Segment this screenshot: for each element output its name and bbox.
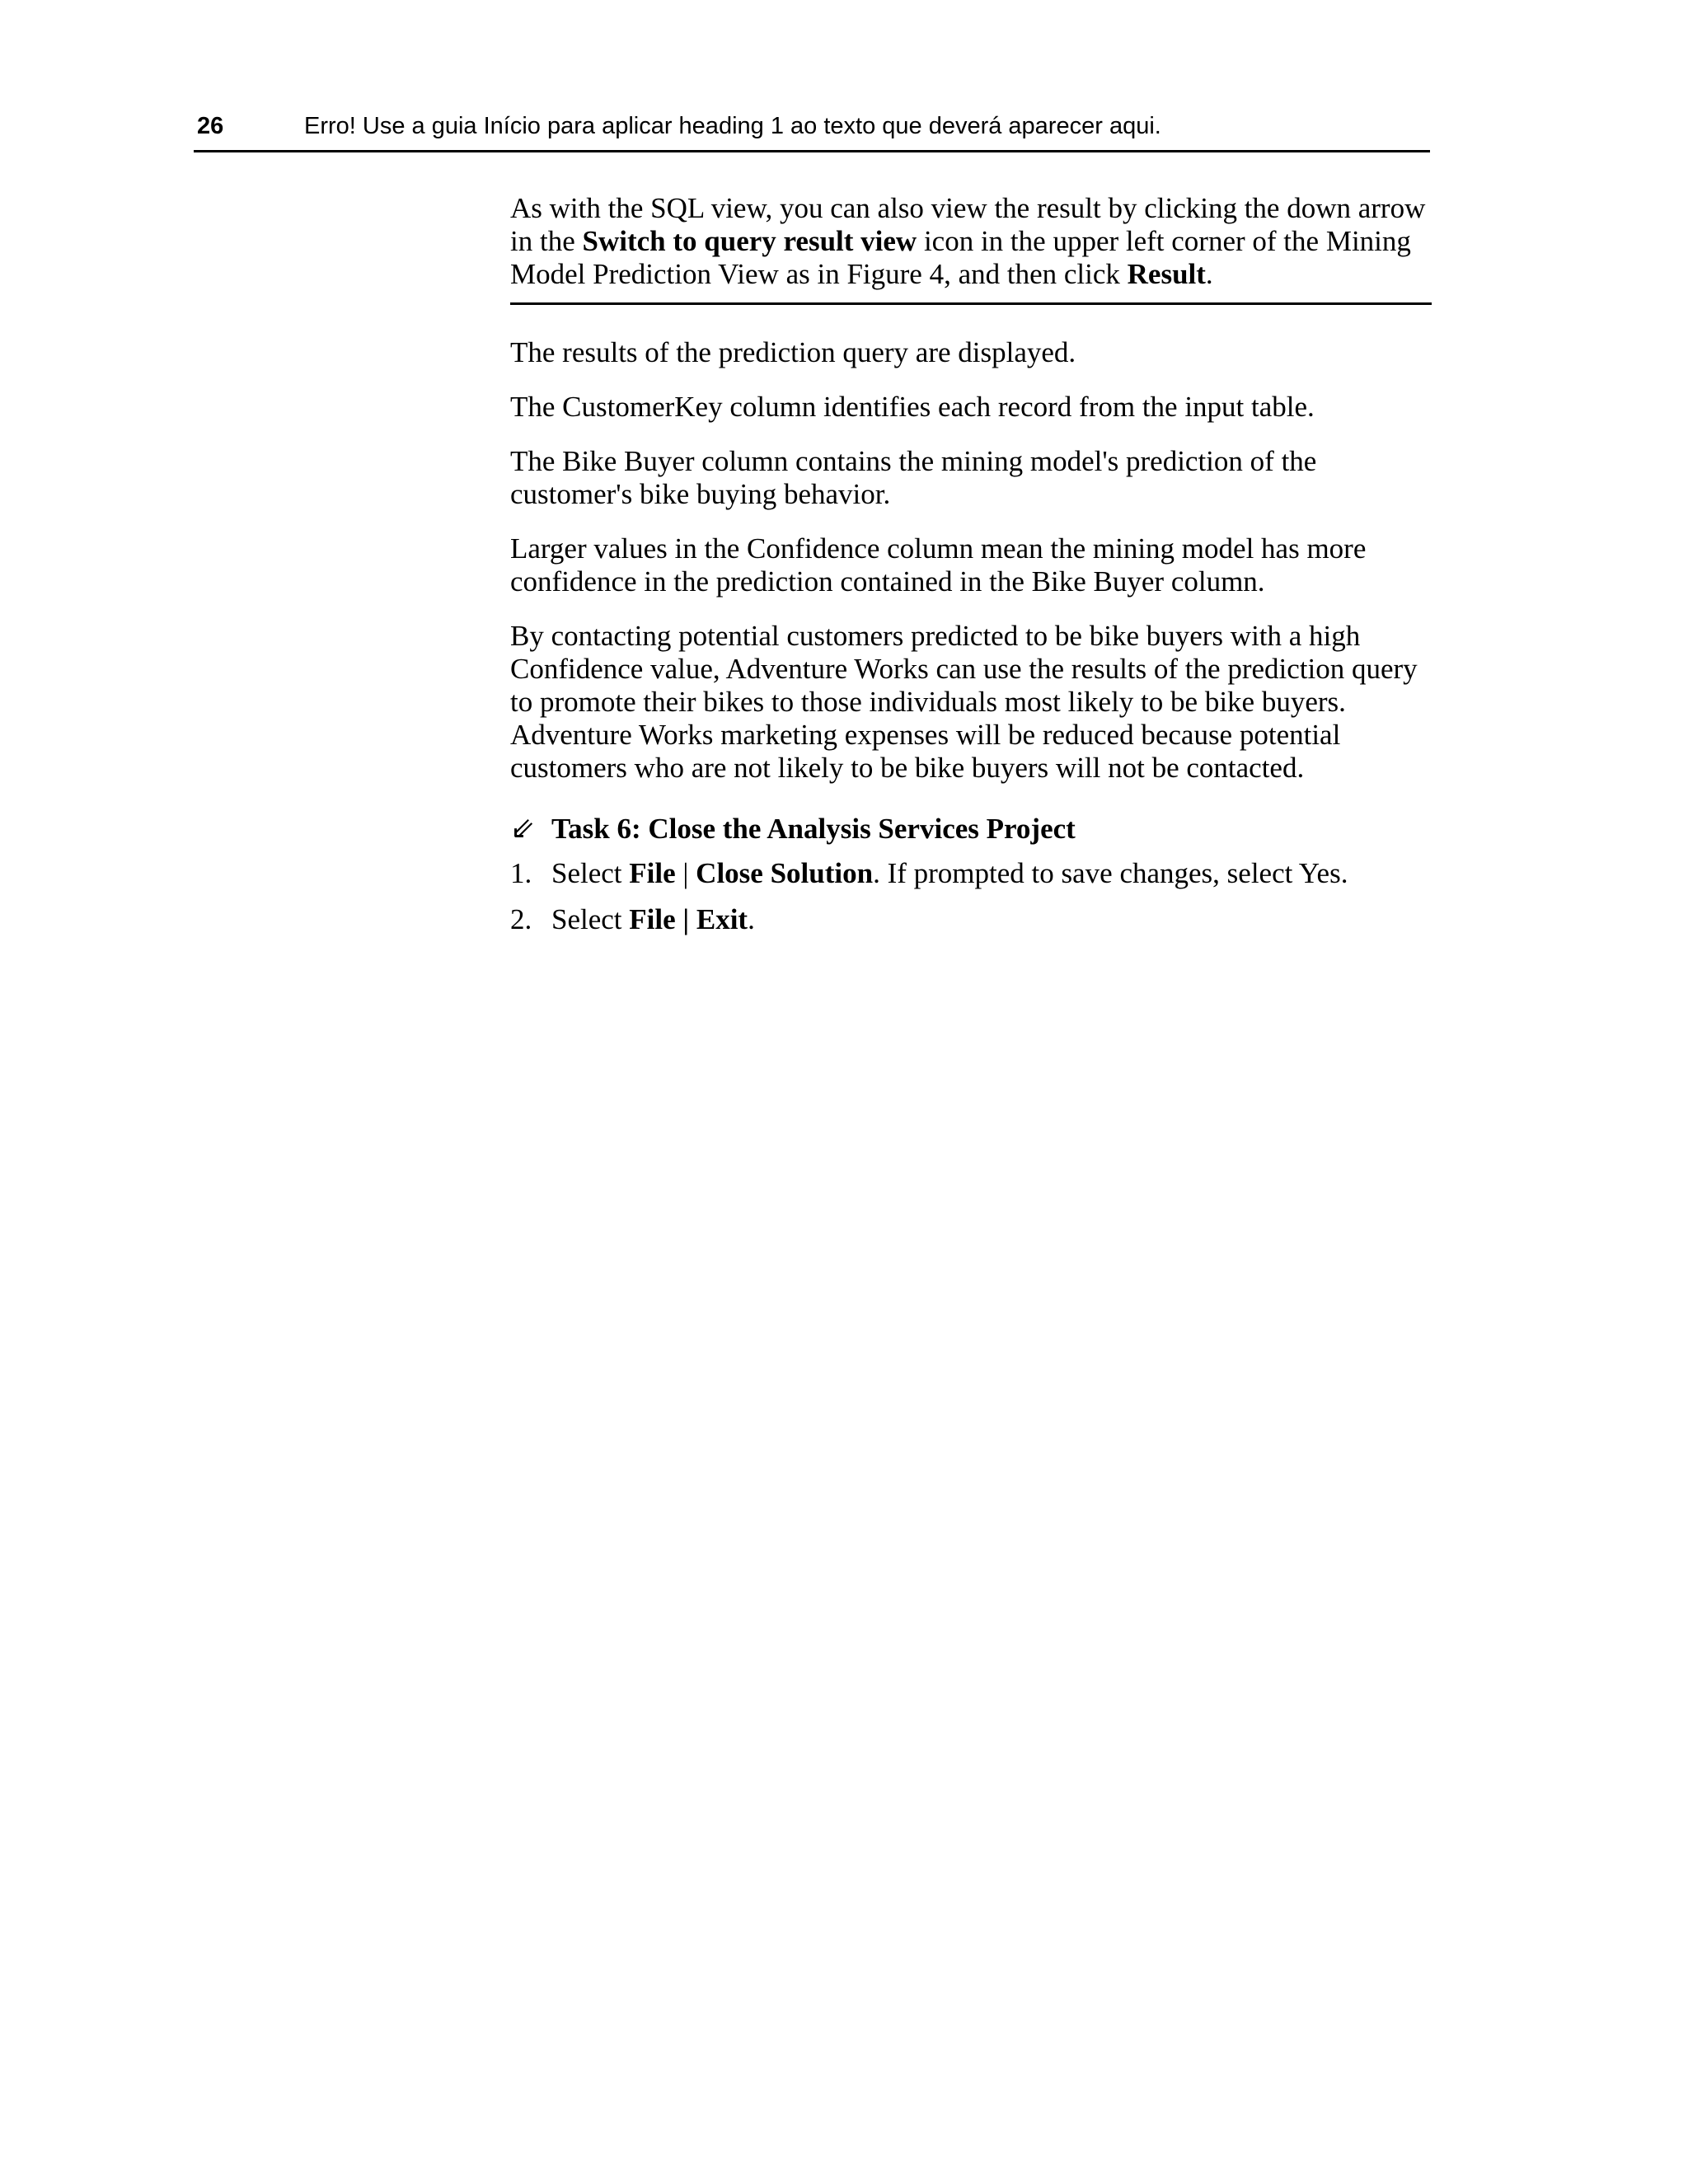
- step-text: [551, 903, 755, 936]
- list-item: [510, 857, 1432, 890]
- step-text-part: |: [675, 857, 696, 889]
- note-text-3: .: [1205, 258, 1213, 290]
- step-text-part: .: [748, 903, 755, 935]
- step-text-part: Select: [551, 857, 630, 889]
- step-text-part: . If prompted to save changes, select Yes.: [873, 857, 1348, 889]
- note-bold-result: Result: [1127, 258, 1206, 290]
- step-number: 2.: [510, 903, 532, 935]
- task-heading: [510, 813, 1432, 846]
- paragraph-contacting: By contacting potential customers predicted to be bike buyers with a high Confidence value, Adventure Works can use the results of the prediction query to promote their bikes to those individuals most likely to be bike buyers. Adventure Works marketing expenses will be reduced because potential customers who are not likely to be bike buyers will not be contacted.: [510, 620, 1418, 784]
- step-bold-file: File: [629, 857, 676, 889]
- step-bold-close-solution: Close Solution: [696, 857, 874, 889]
- task-title: Task 6: Close the Analysis Services Project: [551, 813, 1076, 845]
- paragraph-bike-buyer: The Bike Buyer column contains the mining model's prediction of the customer's bike buying behavior.: [510, 445, 1317, 510]
- step-text-part: Select: [551, 903, 630, 935]
- note-paragraph: [510, 192, 1432, 305]
- paragraph-customerkey: The CustomerKey column identifies each record from the input table.: [510, 391, 1315, 423]
- step-bold-file-exit: File | Exit: [629, 903, 748, 935]
- step-number: 1.: [510, 857, 532, 889]
- page-content: [510, 192, 1432, 936]
- page-number: 26: [197, 113, 224, 139]
- step-text: [551, 857, 1348, 890]
- arrow-down-left-icon: ⇙: [510, 812, 536, 846]
- note-text-1: As with the SQL view, you can also view the result by clicking the down arrow in the: [510, 192, 1426, 257]
- paragraph-confidence: Larger values in the Confidence column mean the mining model has more confidence in the prediction contained in the Bike Buyer column.: [510, 532, 1367, 598]
- steps-list: [510, 857, 1432, 936]
- running-head: Erro! Use a guia Início para aplicar heading 1 ao texto que deverá aparecer aqui.: [304, 113, 1161, 139]
- page-header: [194, 109, 1430, 152]
- note-text-2: icon in the upper left corner of the Mining Model Prediction View as in Figure 4, and then click: [510, 225, 1411, 290]
- list-item: [510, 903, 1432, 936]
- note-bold-switch-view: Switch to query result view: [582, 225, 917, 257]
- paragraph-results: The results of the prediction query are displayed.: [510, 336, 1076, 368]
